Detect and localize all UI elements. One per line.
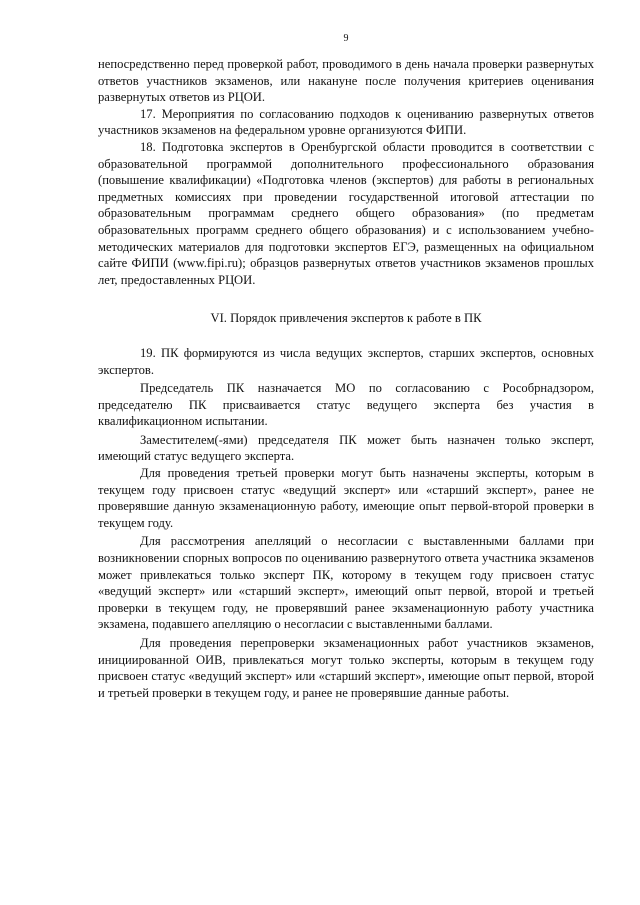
paragraph-appeals: Для рассмотрения апелляций о несогласии с выставленными баллами при возникновении спорных вопросов по оцениванию развернутого ответа участника экзаменов может привлекаться только эксперт ПК, которому в текущем году присвоен статус «ведущий эксперт» или «старший эксперт», имеющий опыт первой, второй и третьей проверки в текущем году, не проверявший ранее экзаменационную работу участника экзамена, подавшего апелляцию о несогласии с выставленными баллами. (98, 534, 594, 632)
section-title: VI. Порядок привлечения экспертов к работе в ПК (210, 311, 482, 326)
paragraph-third-check: Для проведения третьей проверки могут быть назначены эксперты, которым в текущем году присвоен статус «ведущий эксперт» или «старший эксперт», ранее не проверявшие данную экзаменационную работу, имеющие опыт первой-второй проверки в текущем году. (98, 466, 594, 530)
paragraph-18: 18. Подготовка экспертов в Оренбургской области проводится в соответствии с образовательной программой дополнительного профессионального образования (повышение квалификации) «Подготовка членов (экспертов) для работы в региональных предметных комиссиях при проведении государственной итоговой аттестации по образовательным программам среднего общего образования» (по предметам образовательных программ среднего общего образования) и с использованием учебно-методических материалов для подготовки экспертов ЕГЭ, размещенных на официальном сайте ФИПИ (www.fipi.ru); образцов развернутых ответов участников экзаменов прошлых лет, предоставленных РЦОИ. (98, 139, 594, 287)
paragraph-recheck: Для проведения перепроверки экзаменационных работ участников экзаменов, инициированной ОИВ, привлекаться могут только эксперты, которым в текущем году присвоен статус «ведущий эксперт» или «старший эксперт», имеющие опыт первой, второй и третьей проверки в текущем году, и ранее не проверявшие данные работы. (98, 636, 594, 700)
page-number: 9 (343, 33, 349, 44)
paragraph-chairman: Председатель ПК назначается МО по согласованию с Рособрнадзором, председателю ПК присваивается статус ведущего эксперта без участия в квалификационном испытании. (98, 381, 594, 429)
paragraph-continuation: непосредственно перед проверкой работ, проводимого в день начала проверки развернутых ответов участников экзаменов, или накануне после получения критериев оценивания развернутых ответов из РЦОИ. (98, 57, 594, 105)
paragraph-deputy: Заместителем(-ями) председателя ПК может быть назначен только эксперт, имеющий статус ведущего эксперта. (98, 432, 594, 464)
paragraph-19: 19. ПК формируются из числа ведущих экспертов, старших экспертов, основных экспертов. (98, 345, 594, 377)
paragraph-17: 17. Мероприятия по согласованию подходов к оцениванию развернутых ответов участников экзаменов на федеральном уровне организуются ФИПИ. (98, 106, 594, 138)
